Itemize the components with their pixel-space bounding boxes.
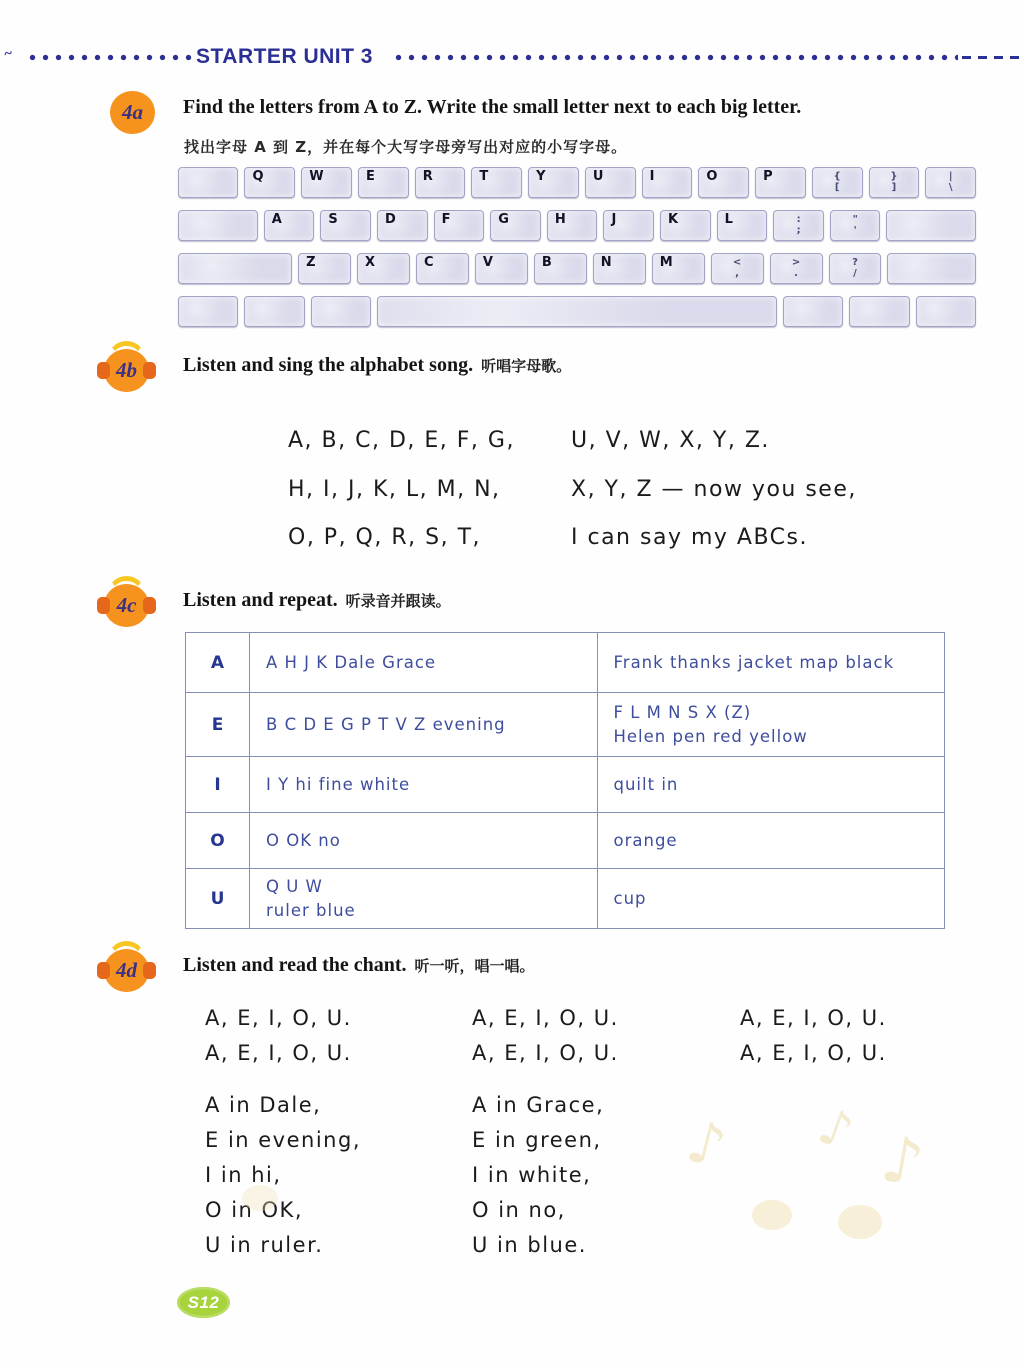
- cell-line: O OK no: [266, 830, 341, 850]
- examples-cell: [597, 693, 945, 757]
- cell-line: F L M N S X (Z): [613, 702, 752, 722]
- keyboard-illustration: [178, 167, 976, 339]
- section-4c-badge-label: 4c: [116, 593, 137, 617]
- section-4c-title: [183, 589, 451, 612]
- key-p: [755, 167, 806, 198]
- section-4c-badge: [104, 584, 149, 627]
- key-w: [301, 167, 352, 198]
- key-label: I: [649, 169, 655, 184]
- headphone-earcup-left-icon: [97, 362, 110, 379]
- key-f: [434, 210, 485, 241]
- key-label: S: [328, 212, 338, 227]
- table-row: [186, 693, 945, 757]
- key-label: < ,: [732, 257, 742, 279]
- table-row: [186, 757, 945, 813]
- key-blank: [887, 253, 976, 284]
- chant-vowel-line: A, E, I, O, U.: [472, 1041, 619, 1065]
- key-label: F: [441, 212, 451, 227]
- key-label: | \: [948, 171, 953, 193]
- key-label: T: [479, 169, 489, 184]
- unit-title: STARTER UNIT 3: [196, 45, 373, 68]
- cell-line: Frank thanks jacket map black: [613, 652, 895, 672]
- headphone-earcup-right-icon: [143, 597, 156, 614]
- header-rule: [0, 46, 1024, 68]
- verse-line: U in ruler.: [205, 1233, 324, 1257]
- verse-line: O in no,: [472, 1198, 566, 1222]
- verse-line: I in hi,: [205, 1163, 282, 1187]
- vowel-letter: O: [186, 813, 250, 869]
- key-label: Q: [252, 169, 264, 184]
- key-z: [298, 253, 351, 284]
- vowel-letter: U: [186, 869, 250, 929]
- music-note-watermark: ♪: [811, 1096, 861, 1162]
- key-punct-/: [829, 253, 882, 284]
- song-line: I can say my ABCs.: [571, 525, 808, 550]
- key-m: [652, 253, 705, 284]
- examples-cell: [597, 869, 945, 929]
- section-4d-badge-label: 4d: [116, 958, 137, 982]
- cell-line: Helen pen red yellow: [613, 726, 808, 746]
- section-4b-badge-label: 4b: [116, 358, 137, 382]
- cell-line: quilt in: [613, 774, 679, 794]
- key-blank: [849, 296, 909, 327]
- pen-squiggle-mark: ~: [2, 45, 15, 63]
- key-label: N: [600, 255, 612, 270]
- key-d: [377, 210, 428, 241]
- key-label: : ;: [796, 214, 801, 236]
- key-punct-;: [773, 210, 824, 241]
- key-o: [698, 167, 749, 198]
- key-y: [528, 167, 579, 198]
- cell-line: cup: [613, 888, 647, 908]
- section-4b-title-zh: 听唱字母歌。: [481, 357, 572, 375]
- key-punct-\: [925, 167, 976, 198]
- key-blank: [244, 296, 304, 327]
- examples-cell: [597, 813, 945, 869]
- key-x: [357, 253, 410, 284]
- examples-cell: [250, 633, 598, 693]
- music-note-watermark: ♪: [680, 1106, 733, 1182]
- section-4a-badge: [110, 91, 155, 134]
- key-a: [264, 210, 315, 241]
- key-label: U: [592, 169, 604, 184]
- key-blank: [886, 210, 976, 241]
- stain-blob: [242, 1185, 278, 1211]
- cell-line: B C D E G P T V Z evening: [266, 714, 506, 734]
- headphone-earcup-left-icon: [97, 962, 110, 979]
- key-s: [320, 210, 371, 241]
- song-line: A, B, C, D, E, F, G,: [288, 428, 515, 453]
- cell-line: Q U W: [266, 876, 323, 896]
- key-label: X: [365, 255, 376, 270]
- section-4c-title-zh: 听录音并跟读。: [345, 592, 451, 610]
- stain-blob: [752, 1200, 792, 1230]
- key-label: K: [668, 212, 679, 227]
- song-line: U, V, W, X, Y, Z.: [571, 428, 770, 453]
- headphone-earcup-right-icon: [143, 962, 156, 979]
- key-punct-[: [812, 167, 863, 198]
- section-4b-title: [183, 354, 571, 377]
- key-label: W: [309, 169, 324, 184]
- key-label: H: [554, 212, 566, 227]
- key-label: " ': [852, 214, 858, 236]
- section-4d-title-zh: 听一听，唱一唱。: [414, 957, 535, 975]
- key-label: { [: [833, 171, 841, 193]
- key-u: [585, 167, 636, 198]
- key-label: O: [706, 169, 718, 184]
- chant-vowel-line: A, E, I, O, U.: [472, 1006, 619, 1030]
- key-label: B: [541, 255, 552, 270]
- song-line: O, P, Q, R, S, T,: [288, 525, 482, 550]
- key-i: [642, 167, 693, 198]
- song-line: H, I, J, K, L, M, N,: [288, 477, 501, 502]
- key-blank: [916, 296, 976, 327]
- section-4d-title-en: Listen and read the chant.: [183, 954, 407, 976]
- key-blank: [178, 296, 238, 327]
- key-label: Z: [306, 255, 316, 270]
- vowel-letter: I: [186, 757, 250, 813]
- chant-vowel-line: A, E, I, O, U.: [740, 1006, 887, 1030]
- section-4d-badge: [104, 949, 149, 992]
- examples-cell: [250, 869, 598, 929]
- vowel-letter: E: [186, 693, 250, 757]
- dotted-line-right: [392, 54, 958, 61]
- key-g: [490, 210, 541, 241]
- music-note-watermark: ♪: [875, 1122, 929, 1202]
- section-4d-title: [183, 954, 535, 977]
- key-v: [475, 253, 528, 284]
- key-j: [603, 210, 654, 241]
- examples-cell: [250, 693, 598, 757]
- cell-line: A H J K Dale Grace: [266, 652, 437, 672]
- keyboard-row-1: [178, 167, 976, 198]
- key-label: J: [611, 212, 617, 227]
- cell-line: orange: [613, 830, 678, 850]
- key-blank: [178, 167, 238, 198]
- examples-cell: [597, 633, 945, 693]
- stain-blob: [838, 1205, 882, 1239]
- verse-line: I in white,: [472, 1163, 592, 1187]
- table-row: [186, 813, 945, 869]
- section-4a-badge-label: 4a: [122, 100, 143, 124]
- keyboard-row-4: [178, 296, 976, 327]
- cell-line: ruler blue: [266, 900, 356, 920]
- key-blank: [783, 296, 843, 327]
- verse-line: E in evening,: [205, 1128, 361, 1152]
- key-label: R: [422, 169, 433, 184]
- verse-line: O in OK,: [205, 1198, 303, 1222]
- headphone-earcup-left-icon: [97, 597, 110, 614]
- chant-vowel-line: A, E, I, O, U.: [740, 1041, 887, 1065]
- verse-line: U in blue.: [472, 1233, 587, 1257]
- key-r: [415, 167, 466, 198]
- key-label: L: [724, 212, 733, 227]
- chant-vowel-line: A, E, I, O, U.: [205, 1006, 352, 1030]
- key-label: C: [423, 255, 434, 270]
- table-row: [186, 633, 945, 693]
- dashed-line-right: [962, 56, 1024, 59]
- examples-cell: [250, 757, 598, 813]
- section-4a-title: Find the letters from A to Z. Write the small letter next to each big letter.: [183, 96, 802, 118]
- section-4a-title-zh: 找出字母 A 到 Z，并在每个大写字母旁写出对应的小写字母。: [184, 138, 628, 156]
- examples-cell: [250, 813, 598, 869]
- examples-cell: [597, 757, 945, 813]
- key-label: G: [498, 212, 509, 227]
- key-label: D: [385, 212, 396, 227]
- key-e: [358, 167, 409, 198]
- key-punct-]: [869, 167, 920, 198]
- keyboard-row-2: [178, 210, 976, 241]
- key-n: [593, 253, 646, 284]
- verse-line: E in green,: [472, 1128, 602, 1152]
- key-label: ? /: [852, 257, 858, 279]
- key-c: [416, 253, 469, 284]
- key-punct-.: [770, 253, 823, 284]
- key-blank: [178, 253, 292, 284]
- dotted-line-left: [26, 54, 192, 61]
- chant-vowel-line: A, E, I, O, U.: [205, 1041, 352, 1065]
- key-label: Y: [536, 169, 546, 184]
- section-4b-badge: [104, 349, 149, 392]
- verse-line: A in Dale,: [205, 1093, 322, 1117]
- key-q: [244, 167, 295, 198]
- key-blank: [311, 296, 371, 327]
- song-line: X, Y, Z — now you see,: [571, 477, 857, 502]
- vowel-sound-table: [185, 632, 945, 929]
- page-number-badge: [177, 1287, 230, 1318]
- key-punct-': [830, 210, 881, 241]
- key-label: M: [659, 255, 673, 270]
- key-h: [547, 210, 598, 241]
- vowel-letter: A: [186, 633, 250, 693]
- key-label: E: [365, 169, 375, 184]
- section-4c-title-en: Listen and repeat.: [183, 589, 338, 611]
- key-label: } ]: [890, 171, 898, 193]
- cell-line: I Y hi fine white: [266, 774, 411, 794]
- key-t: [471, 167, 522, 198]
- keyboard-row-3: [178, 253, 976, 284]
- page-number: S12: [187, 1292, 220, 1312]
- section-4b-title-en: Listen and sing the alphabet song.: [183, 354, 474, 376]
- key-space: [377, 296, 776, 327]
- verse-line: A in Grace,: [472, 1093, 605, 1117]
- table-row: [186, 869, 945, 929]
- key-l: [717, 210, 768, 241]
- key-b: [534, 253, 587, 284]
- key-label: A: [271, 212, 282, 227]
- key-k: [660, 210, 711, 241]
- key-punct-,: [711, 253, 764, 284]
- headphone-earcup-right-icon: [143, 362, 156, 379]
- key-blank: [178, 210, 258, 241]
- key-label: > .: [791, 257, 801, 279]
- key-label: V: [482, 255, 493, 270]
- key-label: P: [763, 169, 773, 184]
